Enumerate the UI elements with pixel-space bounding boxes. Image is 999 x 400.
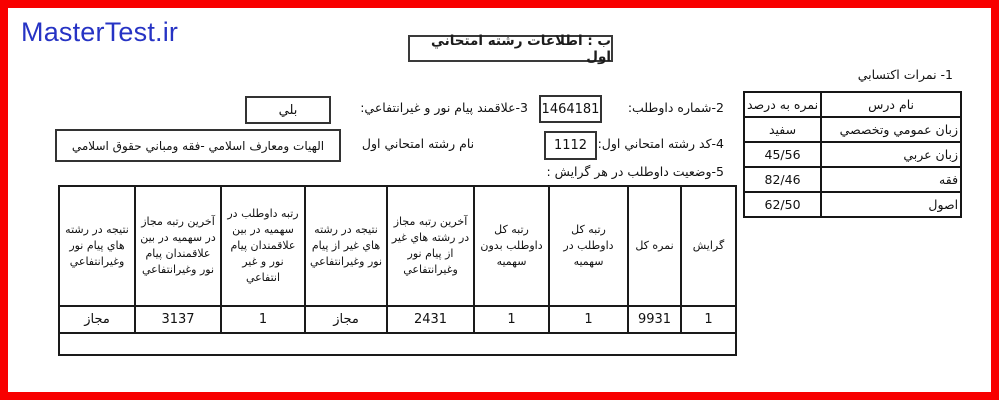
status-col-rank-no-quota: رتبه كل داوطلب بدون سهميه: [474, 186, 549, 306]
cell-result-pn: مجاز: [59, 306, 135, 333]
scores-header-row: [744, 92, 961, 117]
status-col-rank-quota: رتبه كل داوطلب در سهميه: [549, 186, 628, 306]
scores-col-score: نمره به درصد: [744, 92, 821, 117]
cell-rank-quota: 1: [549, 306, 628, 333]
course-name: زبان عربي: [821, 142, 961, 167]
cell-total-score: 9931: [628, 306, 681, 333]
course-name: زبان عمومي وتخصصي: [821, 117, 961, 142]
cell-result-nonpn: مجاز: [305, 306, 387, 333]
table-row: [744, 192, 961, 217]
interest-label: 3-علاقمند پيام نور و غيرانتفاعي:: [360, 100, 528, 115]
empty-cell: [59, 333, 736, 355]
scores-heading: 1- نمرات اكتسابي: [857, 67, 953, 82]
cell-rank-no-quota: 1: [474, 306, 549, 333]
status-col-last-rank-pn: آخرين رتبه مجاز در سهميه در بين علاقمندان پيام نور وغيرانتفاعي: [135, 186, 221, 306]
course-name: اصول: [821, 192, 961, 217]
status-col-last-rank-nonpn: آخرين رتبه مجاز در رشته هاي غير از پيام نور وغيرانتفاعي: [387, 186, 474, 306]
cell-rank-pn: 1: [221, 306, 305, 333]
interest-value-box: بلي: [245, 96, 331, 124]
section-title-box: ب : اطلاعات رشته امتحاني اول: [408, 35, 613, 62]
table-row: [744, 167, 961, 192]
course-score: 45/56: [744, 142, 821, 167]
exam-code-label: 4-كد رشته امتحاني اول:: [597, 136, 724, 151]
course-name: فقه: [821, 167, 961, 192]
status-heading: 5-وضعيت داوطلب در هر گرايش :: [546, 164, 724, 179]
applicant-number-label: 2-شماره داوطلب:: [627, 100, 724, 115]
status-col-result-pn: نتيجه در رشته هاي پيام نور وغيرانتفاعي: [59, 186, 135, 306]
exam-name-label: نام رشته امتحاني اول: [361, 136, 475, 151]
status-table: [58, 185, 737, 356]
status-col-total-score: نمره كل: [628, 186, 681, 306]
course-score: سفيد: [744, 117, 821, 142]
scores-table: [743, 91, 962, 218]
exam-code-value-box: 1112: [544, 131, 597, 160]
cell-orientation: 1: [681, 306, 736, 333]
empty-row: [59, 333, 736, 355]
exam-name-value-box: الهيات ومعارف اسلامي -فقه ومباني حقوق اسلامي: [55, 129, 341, 162]
course-score: 62/50: [744, 192, 821, 217]
cell-last-rank-pn: 3137: [135, 306, 221, 333]
table-row: [744, 117, 961, 142]
status-header-row: [59, 186, 736, 306]
scores-col-course: نام درس: [821, 92, 961, 117]
course-score: 82/46: [744, 167, 821, 192]
status-col-result-nonpn: نتيجه در رشته هاي غير از پيام نور وغيرانتفاعي: [305, 186, 387, 306]
table-row: [59, 306, 736, 333]
status-col-rank-pn: رتبه داوطلب در سهميه در بين علاقمندان پيام نور و غير انتفاعي: [221, 186, 305, 306]
status-col-orientation: گرايش: [681, 186, 736, 306]
table-row: [744, 142, 961, 167]
site-logo[interactable]: MasterTest.ir: [21, 17, 179, 47]
applicant-number-value-box: 1464181: [539, 95, 602, 123]
cell-last-rank-nonpn: 2431: [387, 306, 474, 333]
